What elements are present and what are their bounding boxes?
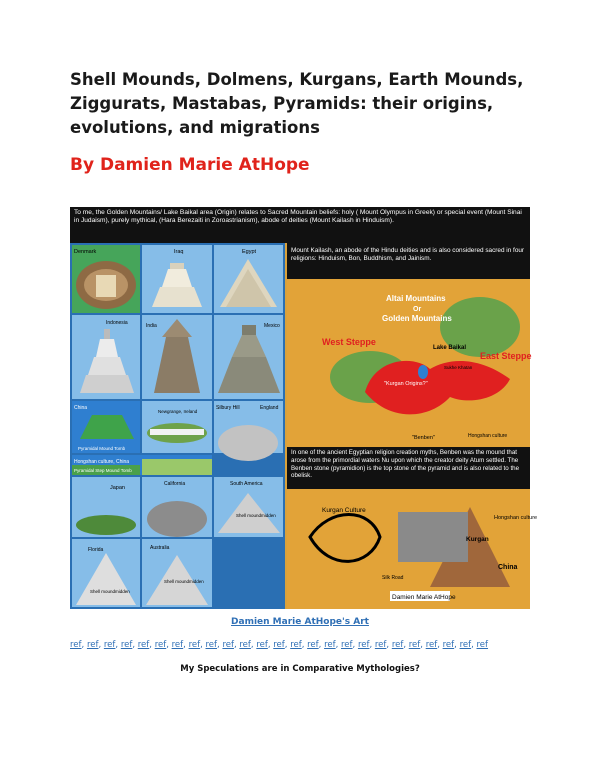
ref-link[interactable]: ref xyxy=(103,640,116,650)
svg-text:Mexico: Mexico xyxy=(264,323,280,329)
svg-text:Pyramidal Step Mound Tomb: Pyramidal Step Mound Tomb xyxy=(74,468,132,473)
svg-text:Sukhe Khatan: Sukhe Khatan xyxy=(444,365,473,370)
svg-text:Or: Or xyxy=(413,306,422,313)
ref-link[interactable]: ref xyxy=(307,640,319,650)
svg-text:Kurgan Culture: Kurgan Culture xyxy=(322,507,366,514)
svg-text:England: England xyxy=(260,405,279,411)
ref-link[interactable]: ref xyxy=(137,640,150,650)
svg-text:Hongshan culture, China: Hongshan culture, China xyxy=(74,459,130,465)
svg-text:Denmark: Denmark xyxy=(74,249,97,255)
svg-text:Lake Baikal: Lake Baikal xyxy=(433,345,467,351)
svg-text:Australia: Australia xyxy=(150,545,170,551)
svg-text:Japan: Japan xyxy=(110,485,125,491)
svg-text:Egypt: Egypt xyxy=(242,249,257,255)
tile-newgrange xyxy=(142,401,212,453)
ref-link[interactable]: ref xyxy=(391,640,404,650)
svg-text:India: India xyxy=(146,323,157,329)
tile-japan xyxy=(72,477,140,537)
svg-text:Shell moundmidden: Shell moundmidden xyxy=(164,579,204,584)
svg-text:Silbury Hill: Silbury Hill xyxy=(216,405,240,411)
poster-image xyxy=(70,207,538,609)
document-author: By Damien Marie AtHope xyxy=(70,155,310,175)
ref-link[interactable]: ref xyxy=(476,640,489,650)
tile-hongshan xyxy=(72,455,212,475)
ref-link[interactable]: ref xyxy=(86,640,99,650)
svg-text:Damien Marie AtHope: Damien Marie AtHope xyxy=(392,594,456,601)
tile-silbury xyxy=(214,401,283,461)
svg-text:Hongshan culture: Hongshan culture xyxy=(468,433,508,439)
tile-egypt xyxy=(214,245,283,313)
map-golden-mountains xyxy=(287,279,532,447)
ref-link[interactable]: ref xyxy=(70,640,82,650)
ref-links: ref, ref, ref, ref, ref, ref, ref, ref, ref, ref, ref, ref, ref, ref, ref, ref, ref, ref, ref, ref, ref, ref, ref, ref, ref xyxy=(70,640,489,650)
svg-text:"Benben": "Benben" xyxy=(412,435,435,441)
svg-text:Silk Road: Silk Road xyxy=(382,575,404,581)
svg-text:Kurgan: Kurgan xyxy=(466,536,489,543)
ref-link[interactable]: ref xyxy=(290,640,302,650)
svg-text:Newgrange, Ireland: Newgrange, Ireland xyxy=(158,409,198,414)
ref-link[interactable]: ref xyxy=(357,640,370,650)
svg-text:California: California xyxy=(164,481,186,487)
svg-text:West Steppe: West Steppe xyxy=(322,337,376,347)
ref-link[interactable]: ref xyxy=(425,640,438,650)
ref-link[interactable]: ref xyxy=(120,640,133,650)
ref-link[interactable]: ref xyxy=(222,640,234,650)
poster-egypt-text: In one of the ancient Egyptian religion creation myths, Benben was the mound that arose from the primordial waters Nu upon which the creator deity Atum settled. The Benben stone (pyramidion) is the top stone of the pyramid and is also related to the obelisk. xyxy=(291,449,520,480)
svg-text:Altai Mountains: Altai Mountains xyxy=(386,294,446,303)
ref-link[interactable]: ref xyxy=(239,640,251,650)
ref-link[interactable]: ref xyxy=(324,640,336,650)
tile-china-mound xyxy=(72,401,140,453)
svg-text:Shell moundmidden: Shell moundmidden xyxy=(90,589,130,594)
svg-text:Golden Mountains: Golden Mountains xyxy=(382,314,452,323)
ref-link[interactable]: ref xyxy=(188,640,201,650)
tile-indonesia xyxy=(72,315,140,399)
tile-south-america xyxy=(214,477,283,537)
svg-text:South America: South America xyxy=(230,481,263,487)
ref-link[interactable]: ref xyxy=(154,640,167,650)
ref-link[interactable]: ref xyxy=(459,640,472,650)
svg-text:China: China xyxy=(498,564,518,571)
ref-link[interactable]: ref xyxy=(256,640,268,650)
ref-link[interactable]: ref xyxy=(205,640,218,650)
svg-text:Indonesia: Indonesia xyxy=(106,320,128,326)
tile-india xyxy=(142,315,212,399)
tile-australia xyxy=(142,539,212,607)
tile-california xyxy=(142,477,212,537)
tile-florida xyxy=(72,539,140,607)
svg-text:Pyramidal Mound Tomb: Pyramidal Mound Tomb xyxy=(78,446,126,451)
ref-link[interactable]: ref xyxy=(442,640,455,650)
svg-text:East Steppe: East Steppe xyxy=(480,351,532,361)
poster-top-caption: To me, the Golden Mountains/ Lake Baikal area (Origin) relates to Sacred Mountain beliefs: holy ( Mount Olympus in Greek) or special event (Mount Sinai in Judaism), purely mythical, (Hara Berezaiti in Zoroastrianism), abode of deities (Mount Kailash in Hinduism). xyxy=(74,209,522,225)
art-link[interactable]: Damien Marie AtHope's Art xyxy=(231,617,369,627)
speculation-line: My Speculations are in Comparative Mythologies? xyxy=(180,664,420,674)
svg-text:Florida: Florida xyxy=(88,547,104,553)
ref-link[interactable]: ref xyxy=(341,640,353,650)
tile-iraq xyxy=(142,245,212,313)
ref-link[interactable]: ref xyxy=(374,640,387,650)
poster-kailash-text: Mount Kailash, an abode of the Hindu deities and is also considered sacred in four religions: Hinduism, Bon, Buddhism, and Jainism. xyxy=(291,247,525,263)
tile-denmark xyxy=(72,245,140,313)
svg-text:China: China xyxy=(74,405,88,411)
svg-text:"Kurgan Origins?": "Kurgan Origins?" xyxy=(384,381,428,387)
ref-link[interactable]: ref xyxy=(171,640,184,650)
art-link-caption xyxy=(0,617,600,627)
svg-text:Iraq: Iraq xyxy=(174,249,184,255)
ref-link[interactable]: ref xyxy=(273,640,285,650)
document-title: Shell Mounds, Dolmens, Kurgans, Earth Mounds, Ziggurats, Mastabas, Pyramids: their origins, evolutions, and migrations xyxy=(70,70,524,137)
svg-text:Shell moundmidden: Shell moundmidden xyxy=(236,513,276,518)
svg-text:Hongshan culture: Hongshan culture xyxy=(494,515,538,521)
tile-mexico xyxy=(214,315,283,399)
ref-link[interactable]: ref xyxy=(408,640,421,650)
map-kurgan-culture xyxy=(287,489,537,609)
